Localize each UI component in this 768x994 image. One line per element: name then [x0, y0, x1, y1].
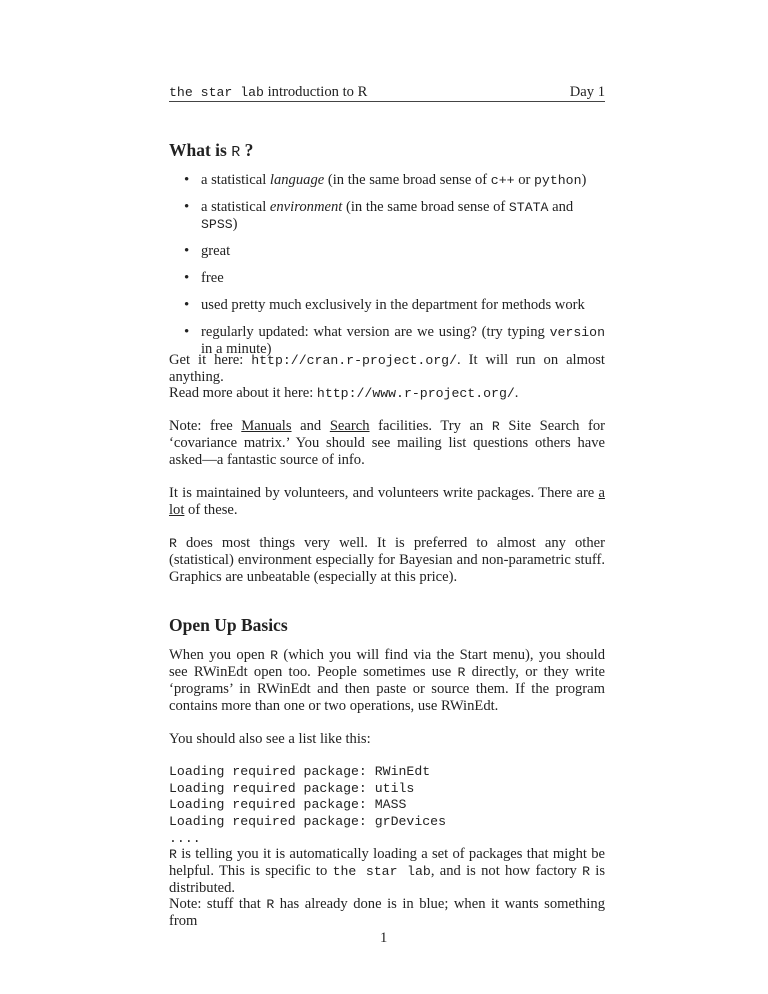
t: . It will run on almost anything. [169, 352, 605, 385]
t: R [169, 536, 177, 551]
t: R [270, 648, 279, 663]
paragraph-read-more [169, 385, 605, 402]
paragraph-volunteers [169, 485, 605, 519]
list-item: • free [169, 270, 605, 287]
t: R [491, 419, 500, 434]
t: (which you will find via the Start menu), you should see RWinEdt open too. People sometimes use [169, 647, 605, 680]
t: python [534, 173, 582, 188]
t: (in the same broad sense of [342, 199, 509, 215]
code-line: Loading required package: RWinEdt [169, 764, 431, 779]
t: . [514, 385, 519, 401]
heading-r: R [231, 144, 241, 161]
list-item: • used pretty much exclusively in the department for methods work [169, 297, 605, 314]
list-item [169, 172, 605, 189]
search-link[interactable]: Search [329, 418, 370, 434]
t: directly, or they write ‘programs’ in RWinEdt and then paste or source them. If the program contains more than one or two operations, use RWinEdt. [169, 664, 606, 714]
t: Note: free [169, 418, 242, 434]
t: ) [581, 172, 587, 188]
t: or [514, 172, 535, 188]
t: R [457, 665, 466, 680]
t: in a minute) [201, 341, 272, 357]
list-item: • great [169, 243, 605, 260]
code-block [169, 764, 446, 848]
t: Note: stuff that [169, 896, 267, 912]
t: version [549, 325, 605, 340]
header-title [169, 84, 367, 101]
t: a statistical [201, 172, 270, 188]
paragraph-note-manuals [169, 418, 605, 469]
paragraph-note-blue [169, 896, 605, 930]
code-line: .... [169, 830, 201, 846]
header-lab: the star lab [169, 85, 264, 100]
t: facilities. Try an [369, 418, 492, 434]
t: R [169, 847, 177, 862]
t: (in the same broad sense of [324, 172, 491, 188]
t: SPSS [201, 217, 233, 232]
t: language [269, 172, 325, 188]
heading-text: ? [240, 140, 254, 160]
t: is telling you it is automatically loading a set of packages that might be helpful. This is specific to [169, 846, 605, 879]
t: does most things very well. It is preferred to almost any other (statistical) environment especially for Bayesian and non-parametric stuff. Graphics are unbeatable (especially at this price). [169, 535, 605, 585]
t: is distributed. [169, 863, 606, 896]
t: has already done is in blue; when it wants something from [169, 896, 605, 929]
t: and [291, 418, 330, 434]
t: STATA [508, 200, 549, 215]
t: ) [232, 216, 238, 232]
t: R [266, 897, 275, 912]
a-lot-link[interactable]: a lot [169, 485, 605, 518]
t: , and is not how factory [430, 863, 583, 879]
t: a statistical [201, 199, 270, 215]
bullet-list [169, 172, 605, 368]
r-project-link[interactable]: http://www.r-project.org/ [316, 386, 515, 401]
t: Read more about it here: [169, 385, 317, 401]
heading-text: What is [169, 140, 232, 160]
header-rest: introduction to R [263, 84, 368, 100]
code-line: Loading required package: grDevices [169, 814, 446, 830]
code-line: Loading required package: utils [169, 780, 415, 796]
t: It is maintained by volunteers, and volunteers write packages. There are [169, 485, 599, 501]
page-number: 1 [380, 930, 388, 946]
running-header [169, 84, 605, 102]
list-item [169, 199, 605, 233]
t: of these. [184, 502, 238, 518]
t: c++ [490, 173, 515, 188]
paragraph-r-telling [169, 846, 605, 897]
manuals-link[interactable]: Manuals [241, 418, 292, 434]
t: R [582, 864, 590, 879]
t: and [548, 199, 574, 215]
t: When you open [169, 647, 271, 663]
section-heading-open-up-basics: Open Up Basics [169, 615, 288, 635]
code-line: Loading required package: MASS [169, 797, 407, 813]
cran-link[interactable]: http://cran.r-project.org/ [251, 353, 457, 368]
paragraph-when-you-open [169, 647, 605, 715]
t: the star lab [332, 864, 431, 879]
paragraph-list-like-this: You should also see a list like this: [169, 731, 371, 747]
t: Get it here: [169, 352, 252, 368]
t: regularly updated: what version are we using? (try typing [201, 324, 550, 340]
t: environment [269, 199, 343, 215]
t: Site Search for ‘covariance matrix.’ You should see mailing list questions others have asked—a fantastic source of info. [169, 418, 605, 468]
paragraph-get-it [169, 352, 605, 386]
section-heading-what-is-r [169, 140, 253, 161]
header-day: Day 1 [569, 84, 605, 100]
paragraph-r-does [169, 535, 605, 586]
